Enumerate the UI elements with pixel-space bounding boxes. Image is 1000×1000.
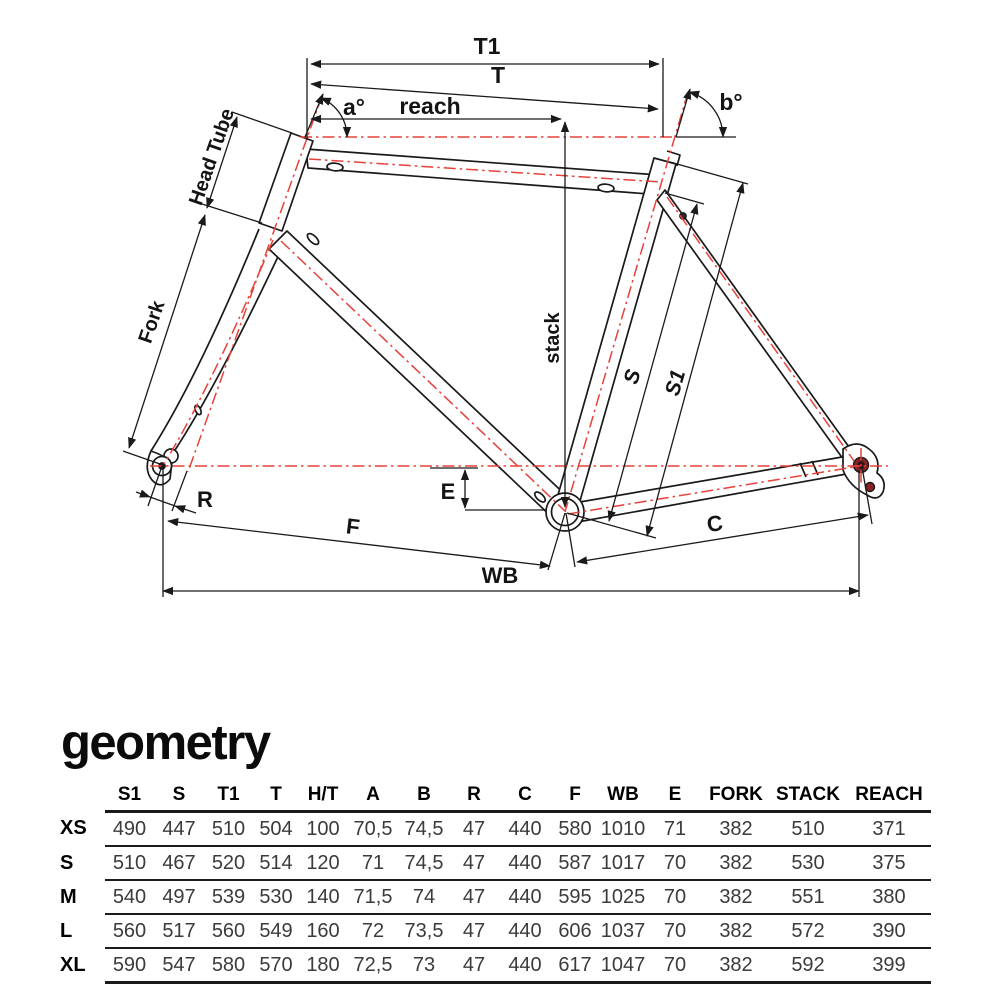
centerline-seat-stay (667, 197, 854, 461)
cable-port-toptube-front (327, 163, 344, 172)
cell: 606 (551, 914, 599, 948)
cell: 399 (847, 948, 931, 983)
cell: 1017 (599, 846, 647, 880)
cell: 510 (204, 812, 253, 847)
down-tube (269, 231, 574, 521)
cell: 100 (299, 812, 347, 847)
label-s1: S1 (660, 367, 691, 399)
cell: 382 (703, 880, 769, 914)
cell: 71 (347, 846, 399, 880)
cell: 1047 (599, 948, 647, 983)
cell: 440 (499, 948, 551, 983)
cell: 1025 (599, 880, 647, 914)
cell: 382 (703, 914, 769, 948)
cell: 510 (769, 812, 847, 847)
col-header-s: S (154, 780, 204, 812)
cell: 490 (105, 812, 154, 847)
cell: 440 (499, 846, 551, 880)
label-angle-b: b° (719, 89, 743, 115)
cell: 73 (399, 948, 449, 983)
size-label: XS (60, 817, 87, 840)
cell: 47 (449, 948, 499, 983)
cell: 73,5 (399, 914, 449, 948)
label-wb: WB (481, 563, 519, 588)
label-angle-a: a° (343, 94, 365, 120)
page-title: geometry (61, 716, 270, 770)
cell: 70 (647, 914, 703, 948)
fork-blade (151, 229, 259, 451)
cell: 592 (769, 948, 847, 983)
arc-angle-b (689, 92, 723, 137)
cell: 590 (105, 948, 154, 983)
cell: 572 (769, 914, 847, 948)
cell: 71 (647, 812, 703, 847)
table-row-xl (60, 948, 931, 983)
cell: 390 (847, 914, 931, 948)
frame-tubes (147, 133, 884, 531)
hanger-bolt (866, 483, 875, 492)
cell: 74,5 (399, 846, 449, 880)
cell: 551 (769, 880, 847, 914)
cell: 120 (299, 846, 347, 880)
cell: 580 (204, 948, 253, 983)
cell: 382 (703, 812, 769, 847)
cell: 447 (154, 812, 204, 847)
col-header-c: C (499, 780, 551, 812)
col-header-s1: S1 (105, 780, 154, 812)
cell: 530 (253, 880, 299, 914)
cell: 382 (703, 846, 769, 880)
label-reach: reach (399, 93, 461, 119)
cell: 520 (204, 846, 253, 880)
cell: 371 (847, 812, 931, 847)
cell: 467 (154, 846, 204, 880)
label-stack: stack (542, 312, 564, 364)
cell: 74,5 (399, 812, 449, 847)
col-header-e: E (647, 780, 703, 812)
col-header-t1: T1 (204, 780, 253, 812)
cell: 71,5 (347, 880, 399, 914)
cell: 375 (847, 846, 931, 880)
cell: 382 (703, 948, 769, 983)
cell: 380 (847, 880, 931, 914)
col-header-f: F (551, 780, 599, 812)
centerline-fork-blade (164, 240, 273, 464)
cell: 440 (499, 880, 551, 914)
label-fork: Fork (134, 297, 170, 347)
col-header-reach: REACH (847, 780, 931, 812)
size-label: M (60, 885, 77, 908)
seat-stay (657, 190, 854, 463)
ray-angle-a (305, 94, 323, 137)
cell: 530 (769, 846, 847, 880)
cell: 74 (399, 880, 449, 914)
cell: 47 (449, 914, 499, 948)
cell: 440 (499, 914, 551, 948)
cell: 72 (347, 914, 399, 948)
col-header-fork: FORK (703, 780, 769, 812)
head-tube (259, 133, 313, 231)
cell: 595 (551, 880, 599, 914)
label-head-tube: Head Tube (185, 105, 239, 209)
label-f: F (344, 513, 362, 540)
cell: 70 (647, 846, 703, 880)
table-header-row (60, 780, 931, 812)
cell: 47 (449, 812, 499, 847)
cell: 72,5 (347, 948, 399, 983)
table-row-l (60, 914, 931, 948)
cell: 70 (647, 948, 703, 983)
cell: 160 (299, 914, 347, 948)
cell: 1010 (599, 812, 647, 847)
cable-port-downtube (306, 232, 321, 247)
ext-headtube-bottom (202, 204, 262, 223)
col-header-a: A (347, 780, 399, 812)
label-t: T (490, 62, 506, 88)
cell: 47 (449, 880, 499, 914)
cell: 510 (105, 846, 154, 880)
label-s: S (619, 366, 646, 387)
ext-rake-axis (172, 471, 187, 511)
dim-s (609, 204, 697, 521)
cell: 580 (551, 812, 599, 847)
label-t1: T1 (473, 33, 501, 59)
dim-r-left (136, 492, 150, 497)
label-c: C (705, 510, 725, 538)
ext-headtube-top (232, 112, 292, 133)
table-row-m (60, 880, 931, 914)
cell: 517 (154, 914, 204, 948)
cell: 440 (499, 812, 551, 847)
col-header-b: B (399, 780, 449, 812)
col-header-ht: H/T (299, 780, 347, 812)
dim-r-right (175, 506, 196, 513)
table-row-s (60, 846, 931, 880)
cell: 70,5 (347, 812, 399, 847)
corner-cell (60, 780, 105, 812)
cell: 549 (253, 914, 299, 948)
cell: 47 (449, 846, 499, 880)
cell: 140 (299, 880, 347, 914)
cell: 560 (105, 914, 154, 948)
cell: 617 (551, 948, 599, 983)
cell: 70 (647, 880, 703, 914)
cable-port-toptube-rear (598, 184, 615, 193)
cell: 539 (204, 880, 253, 914)
size-label: XL (60, 953, 86, 976)
cell: 540 (105, 880, 154, 914)
cell: 180 (299, 948, 347, 983)
cell: 570 (253, 948, 299, 983)
cell: 560 (204, 914, 253, 948)
table-row-xs (60, 812, 931, 847)
ext-s1-top (670, 162, 748, 184)
cell: 587 (551, 846, 599, 880)
geometry-table (60, 780, 931, 984)
col-header-wb: WB (599, 780, 647, 812)
cell: 547 (154, 948, 204, 983)
ray-angle-b-axis (676, 89, 690, 137)
cell: 504 (253, 812, 299, 847)
cell: 497 (154, 880, 204, 914)
col-header-t: T (253, 780, 299, 812)
seat-tube (554, 158, 676, 515)
label-e: E (440, 479, 456, 504)
size-label: L (60, 919, 73, 942)
size-label: S (60, 851, 74, 874)
col-header-r: R (449, 780, 499, 812)
label-r: R (197, 487, 213, 512)
cell: 514 (253, 846, 299, 880)
cell: 1037 (599, 914, 647, 948)
col-header-stack: STACK (769, 780, 847, 812)
